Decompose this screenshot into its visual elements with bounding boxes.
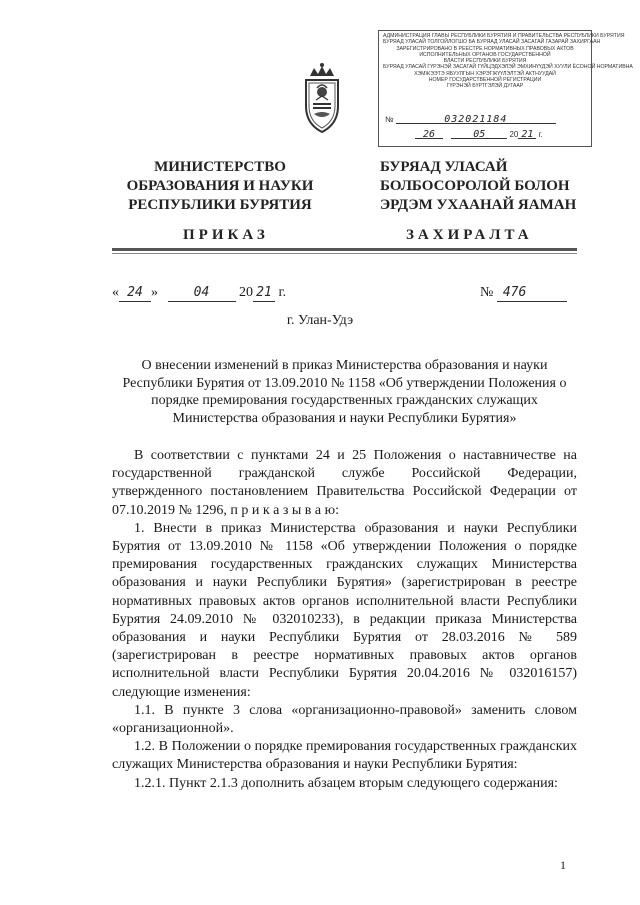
date-open-quote: « xyxy=(112,285,119,300)
stamp-date xyxy=(385,129,585,140)
stamp-line: БУРЯАД УЛАСАЙ ТОЛГОЙЛОГШО БА БУРЯАД УЛАСАЙ ЗАСАГАЙ ГАЗАРАЙ ЗАХИРГААН xyxy=(383,39,601,46)
stamp-reg-prefix: № xyxy=(385,115,394,124)
stamp-line: НОМЕР ГОСУДАРСТВЕННОЙ РЕГИСТРАЦИИ xyxy=(428,77,542,84)
order-date-year-prefix: 20 xyxy=(239,285,253,300)
order-number xyxy=(480,285,567,302)
order-date-year-suffix: 21 xyxy=(256,285,272,300)
document-type-bua: ЗАХИРАЛТА xyxy=(406,227,533,243)
body-paragraph: В соответствии с пунктами 24 и 25 Положения о наставничестве на государственной гражданской службе Российской Федерации, утвержденного постановлением Правительства Российской Федерации от 07.10.2019 № 1296, п р и к а з ы в а ю: xyxy=(112,448,577,518)
body-paragraph: 1. Внести в приказ Министерства образования и науки Республики Бурятия от 13.09.2010 № 1158 «Об утверждении Положения о порядке премирования государственных гражданских служащих Министерства образования и науки Республики Бурятия» (зарегистрирован в реестре нормативных правовых актов органов исполнительной власти Республики Бурятия 24.09.2010 № 032010233), в редакции приказа Министерства образования и науки Республики Бурятия от 28.03.2016 № 589 (зарегистрирован в реестре нормативных правовых актов органов исполнительной власти Республики Бурятия 20.04.2016 № 032016157) следующие изменения: xyxy=(112,520,577,700)
body-paragraph: 1.2.1. Пункт 2.1.3 дополнить абзацем вторым следующего содержания: xyxy=(134,775,558,791)
date-close-quote: » xyxy=(151,285,158,300)
body-paragraph: 1.1. В пункте 3 слова «организационно-правовой» заменить словом «организационной». xyxy=(112,702,577,737)
stamp-line: ВЛАСТИ РЕСПУБЛИКИ БУРЯТИЯ xyxy=(443,58,527,65)
ministry-name-line: ОБРАЗОВАНИЯ И НАУКИ xyxy=(126,178,314,194)
ministry-name-line: БОЛБОСОРОЛОЙ БОЛОН xyxy=(380,178,570,194)
order-date-day: 24 xyxy=(127,285,143,300)
order-date xyxy=(112,285,286,302)
ministry-name-line: ЭРДЭМ УХААНАЙ ЯАМАН xyxy=(380,197,577,213)
stamp-line: ИСПОЛНИТЕЛЬНЫХ ОРГАНОВ ГОСУДАРСТВЕННОЙ xyxy=(419,51,551,58)
city-name: г. Улан-Удэ xyxy=(286,313,354,328)
order-subject: О внесении изменений в приказ Министерства образования и науки Республики Бурятия от 13.09.2010 № 1158 «Об утверждении Положения о порядке премирования государственных гражданских служащих Министерства образования и науки Республики Бурятия» xyxy=(122,358,567,426)
ministry-name-line: РЕСПУБЛИКИ БУРЯТИЯ xyxy=(128,197,312,213)
stamp-date-suffix: г. xyxy=(538,130,543,139)
header-divider-thin xyxy=(112,253,577,254)
stamp-date-month: 05 xyxy=(473,129,486,140)
stamp-date-day: 26 xyxy=(422,129,436,140)
stamp-line: ХЭМЖЭЭТЭ ЯБУУЛГЫН ХЭРЭГЖҮҮЛЭЛТЭЙ АКТНУУДАЙ xyxy=(414,70,556,77)
document-type-ru: ПРИКАЗ xyxy=(183,227,269,243)
stamp-line: ГҮРЭНЭЙ БҮРТГЭЛЭЙ ДУГААР xyxy=(446,83,524,90)
header-divider xyxy=(112,248,577,251)
stamp-reg-number: 032021184 xyxy=(444,114,508,125)
stamp-line: ЗАРЕГИСТРИРОВАНО В РЕЕСТРЕ НОРМАТИВНЫХ ПРАВОВЫХ АКТОВ xyxy=(396,45,574,52)
stamp-line: АДМИНИСТРАЦИЯ ГЛАВЫ РЕСПУБЛИКИ БУРЯТИЯ И ПРАВИТЕЛЬСТВА РЕСПУБЛИКИ БУРЯТИЯ xyxy=(383,33,625,39)
page-number: 1 xyxy=(560,858,566,872)
order-number-prefix: № xyxy=(480,285,494,300)
stamp-date-year-suffix: 21 xyxy=(521,129,534,140)
order-body xyxy=(112,447,577,793)
ministry-name-bua xyxy=(380,158,580,215)
order-number-value: 476 xyxy=(502,285,527,300)
stamp-line: БУРЯАД УЛАСАЙ ГҮРЭНЭЙ ЗАСАГАЙ ГҮЙЦЭДХЭЛЭЙ ЭМХИНҮҮДЭЙ ХУУЛИ ЁСОНОЙ НОРМАТИВНА xyxy=(383,64,633,71)
ministry-name-line: БУРЯАД УЛАСАЙ xyxy=(380,159,508,175)
stamp-date-year-prefix: 20 xyxy=(509,130,519,139)
ministry-name-ru xyxy=(100,158,340,215)
stamp-registration-number xyxy=(385,114,585,125)
coat-of-arms-icon xyxy=(296,62,348,136)
order-date-month: 04 xyxy=(193,285,210,300)
ministry-name-line: МИНИСТЕРСТВО xyxy=(154,159,286,175)
order-date-suffix: г. xyxy=(278,285,287,300)
body-paragraph: 1.2. В Положении о порядке премирования государственных гражданских служащих Министерства образования и науки Республики Бурятия: xyxy=(112,739,577,773)
registration-stamp xyxy=(378,30,633,147)
